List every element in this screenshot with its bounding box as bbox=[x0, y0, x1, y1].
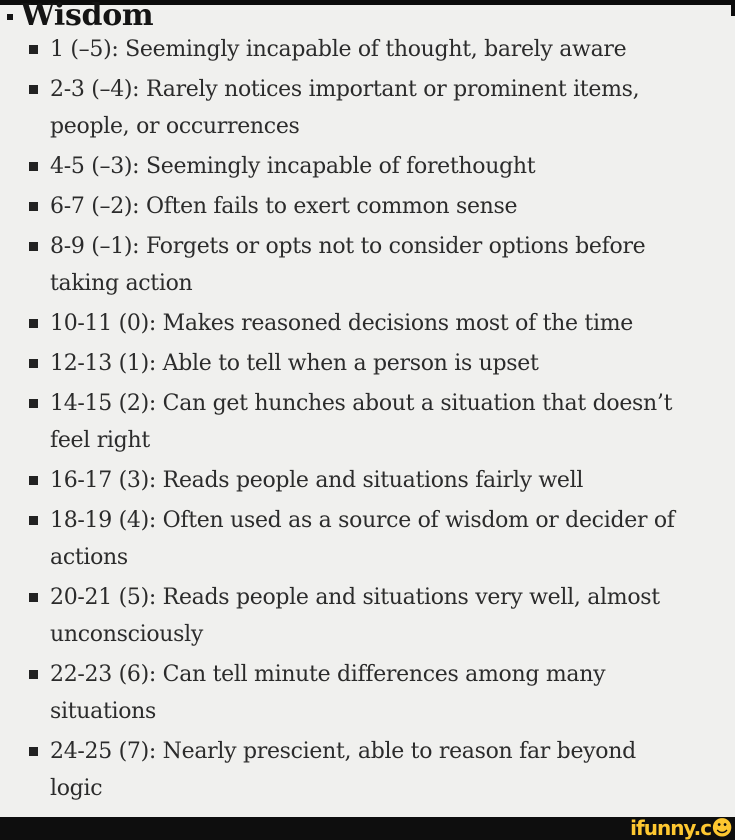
list-line: logic bbox=[50, 776, 103, 801]
list-item bbox=[50, 733, 725, 807]
list-item bbox=[50, 228, 725, 302]
square-bullet-icon bbox=[29, 162, 38, 171]
list-line: 14-15 (2): Can get hunches about a situation that doesn’t bbox=[50, 391, 673, 416]
list-item bbox=[50, 148, 725, 185]
item-text bbox=[50, 656, 725, 730]
item-text bbox=[50, 31, 725, 68]
list-line: 8-9 (–1): Forgets or opts not to consider options before bbox=[50, 234, 646, 259]
list-line: 12-13 (1): Able to tell when a person is upset bbox=[50, 351, 539, 376]
list-line: 16-17 (3): Reads people and situations fairly well bbox=[50, 468, 584, 493]
list-line: actions bbox=[50, 545, 128, 570]
square-bullet-icon bbox=[29, 242, 38, 251]
list-line: 4-5 (–3): Seemingly incapable of forethought bbox=[50, 154, 536, 179]
item-text bbox=[50, 228, 725, 302]
item-text bbox=[50, 733, 725, 807]
item-text bbox=[50, 385, 725, 459]
list-line: 24-25 (7): Nearly prescient, able to reason far beyond bbox=[50, 739, 636, 764]
ifunny-brand-text: ifunny.c bbox=[630, 816, 712, 840]
item-text bbox=[50, 71, 725, 145]
list-line: 18-19 (4): Often used as a source of wisdom or decider of bbox=[50, 508, 675, 533]
list-line: people, or occurrences bbox=[50, 114, 300, 139]
item-text bbox=[50, 148, 725, 185]
list-line: unconsciously bbox=[50, 622, 203, 647]
item-text bbox=[50, 188, 725, 225]
square-bullet-icon bbox=[29, 593, 38, 602]
square-bullet-icon bbox=[29, 670, 38, 679]
list-item bbox=[50, 656, 725, 730]
item-text bbox=[50, 462, 725, 499]
list-item bbox=[50, 31, 725, 68]
item-text bbox=[50, 579, 725, 653]
list-item bbox=[50, 385, 725, 459]
item-text bbox=[50, 345, 725, 382]
square-bullet-icon bbox=[29, 45, 38, 54]
item-text bbox=[50, 305, 725, 342]
list-line: 20-21 (5): Reads people and situations very well, almost bbox=[50, 585, 660, 610]
list-item bbox=[50, 579, 725, 653]
square-bullet-icon bbox=[29, 359, 38, 368]
square-bullet-icon bbox=[29, 747, 38, 756]
list-item bbox=[50, 502, 725, 576]
list-item bbox=[50, 462, 725, 499]
list-line: taking action bbox=[50, 271, 193, 296]
list-line: 1 (–5): Seemingly incapable of thought, barely aware bbox=[50, 37, 627, 62]
heading-text: Wisdom bbox=[21, 0, 154, 33]
ifunny-watermark bbox=[630, 817, 735, 840]
smiley-face-icon: ☻ bbox=[711, 816, 733, 840]
list-line: 22-23 (6): Can tell minute differences among many bbox=[50, 662, 606, 687]
list-item bbox=[50, 345, 725, 382]
square-bullet-icon bbox=[29, 476, 38, 485]
top-right-border-mark bbox=[731, 0, 735, 16]
square-bullet-icon bbox=[29, 202, 38, 211]
list-line: feel right bbox=[50, 428, 150, 453]
list-line: 10-11 (0): Makes reasoned decisions most of the time bbox=[50, 311, 633, 336]
square-bullet-icon bbox=[29, 319, 38, 328]
list-item bbox=[50, 188, 725, 225]
list-item bbox=[50, 305, 725, 342]
list-line: 6-7 (–2): Often fails to exert common sense bbox=[50, 194, 518, 219]
list-item bbox=[50, 71, 725, 145]
ability-score-list bbox=[50, 31, 725, 810]
square-bullet-icon bbox=[29, 85, 38, 94]
square-bullet-icon bbox=[29, 399, 38, 408]
square-bullet-icon bbox=[29, 516, 38, 525]
item-text bbox=[50, 502, 725, 576]
list-line: situations bbox=[50, 699, 157, 724]
watermark-bar bbox=[0, 817, 735, 840]
heading-square-bullet-icon bbox=[7, 14, 13, 20]
list-line: 2-3 (–4): Rarely notices important or prominent items, bbox=[50, 77, 640, 102]
